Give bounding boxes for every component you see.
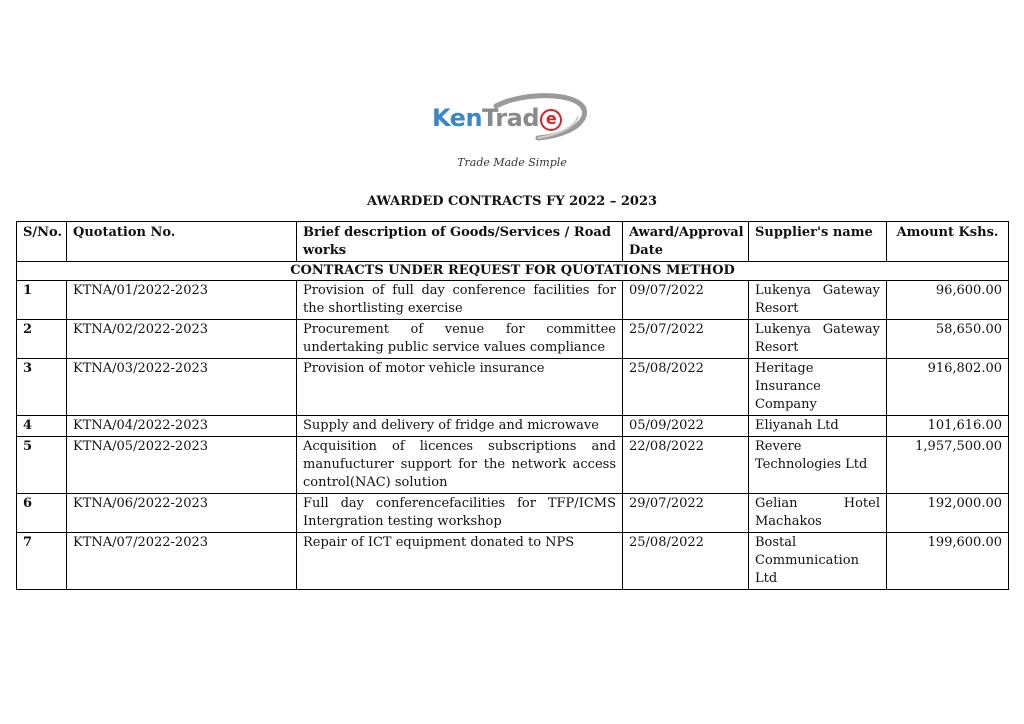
cell-date: 25/08/2022 bbox=[623, 359, 749, 416]
cell-date: 22/08/2022 bbox=[623, 437, 749, 494]
cell-supplier: Bostal Communication Ltd bbox=[749, 533, 887, 590]
cell-supplier: Lukenya Gateway Resort bbox=[749, 320, 887, 359]
header-amount: Amount Kshs. bbox=[887, 222, 1009, 262]
cell-quotation: KTNA/07/2022-2023 bbox=[67, 533, 297, 590]
logo-tagline: Trade Made Simple bbox=[457, 156, 567, 169]
table-row bbox=[17, 533, 1009, 590]
table-row bbox=[17, 437, 1009, 494]
header-date: Award/Approval Date bbox=[623, 222, 749, 262]
cell-amount: 58,650.00 bbox=[887, 320, 1009, 359]
section-title: CONTRACTS UNDER REQUEST FOR QUOTATIONS METHOD bbox=[17, 262, 1009, 281]
cell-description: Supply and delivery of fridge and microwave bbox=[297, 416, 623, 437]
table-row bbox=[17, 416, 1009, 437]
cell-amount: 1,957,500.00 bbox=[887, 437, 1009, 494]
cell-date: 09/07/2022 bbox=[623, 281, 749, 320]
cell-description: Full day conferencefacilities for TFP/ICMS Intergration testing workshop bbox=[297, 494, 623, 533]
table-row bbox=[17, 359, 1009, 416]
page-title: AWARDED CONTRACTS FY 2022 – 2023 bbox=[366, 194, 658, 209]
cell-date: 25/08/2022 bbox=[623, 533, 749, 590]
cell-supplier: Eliyanah Ltd bbox=[749, 416, 887, 437]
cell-supplier: Heritage Insurance Company bbox=[749, 359, 887, 416]
cell-date: 05/09/2022 bbox=[623, 416, 749, 437]
cell-sn: 3 bbox=[17, 359, 67, 416]
cell-description: Provision of full day conference facilities for the shortlisting exercise bbox=[297, 281, 623, 320]
cell-amount: 101,616.00 bbox=[887, 416, 1009, 437]
logo-wordmark bbox=[432, 104, 562, 132]
cell-amount: 199,600.00 bbox=[887, 533, 1009, 590]
table-row bbox=[17, 320, 1009, 359]
cell-date: 25/07/2022 bbox=[623, 320, 749, 359]
logo-trade: Trad bbox=[482, 104, 539, 132]
cell-quotation: KTNA/06/2022-2023 bbox=[67, 494, 297, 533]
header-description: Brief description of Goods/Services / Road works bbox=[297, 222, 623, 262]
cell-sn: 6 bbox=[17, 494, 67, 533]
table-row bbox=[17, 281, 1009, 320]
kentrade-logo bbox=[426, 92, 598, 174]
cell-date: 29/07/2022 bbox=[623, 494, 749, 533]
cell-quotation: KTNA/05/2022-2023 bbox=[67, 437, 297, 494]
logo-e: e bbox=[540, 109, 562, 131]
cell-quotation: KTNA/03/2022-2023 bbox=[67, 359, 297, 416]
cell-sn: 1 bbox=[17, 281, 67, 320]
header-supplier: Supplier's name bbox=[749, 222, 887, 262]
logo-ken: Ken bbox=[432, 104, 483, 132]
table-header-row bbox=[17, 222, 1009, 262]
cell-amount: 96,600.00 bbox=[887, 281, 1009, 320]
cell-sn: 4 bbox=[17, 416, 67, 437]
cell-supplier: Revere Technologies Ltd bbox=[749, 437, 887, 494]
cell-amount: 916,802.00 bbox=[887, 359, 1009, 416]
contracts-table bbox=[16, 221, 1009, 590]
cell-sn: 7 bbox=[17, 533, 67, 590]
cell-supplier: Gelian Hotel Machakos bbox=[749, 494, 887, 533]
cell-supplier: Lukenya Gateway Resort bbox=[749, 281, 887, 320]
cell-quotation: KTNA/01/2022-2023 bbox=[67, 281, 297, 320]
cell-quotation: KTNA/02/2022-2023 bbox=[67, 320, 297, 359]
cell-amount: 192,000.00 bbox=[887, 494, 1009, 533]
header-quotation: Quotation No. bbox=[67, 222, 297, 262]
header-sn: S/No. bbox=[17, 222, 67, 262]
cell-sn: 5 bbox=[17, 437, 67, 494]
section-row bbox=[17, 262, 1009, 281]
cell-description: Procurement of venue for committee undertaking public service values compliance bbox=[297, 320, 623, 359]
cell-quotation: KTNA/04/2022-2023 bbox=[67, 416, 297, 437]
cell-description: Repair of ICT equipment donated to NPS bbox=[297, 533, 623, 590]
cell-description: Acquisition of licences subscriptions and manufucturer support for the network access control(NAC) solution bbox=[297, 437, 623, 494]
cell-sn: 2 bbox=[17, 320, 67, 359]
cell-description: Provision of motor vehicle insurance bbox=[297, 359, 623, 416]
table-row bbox=[17, 494, 1009, 533]
